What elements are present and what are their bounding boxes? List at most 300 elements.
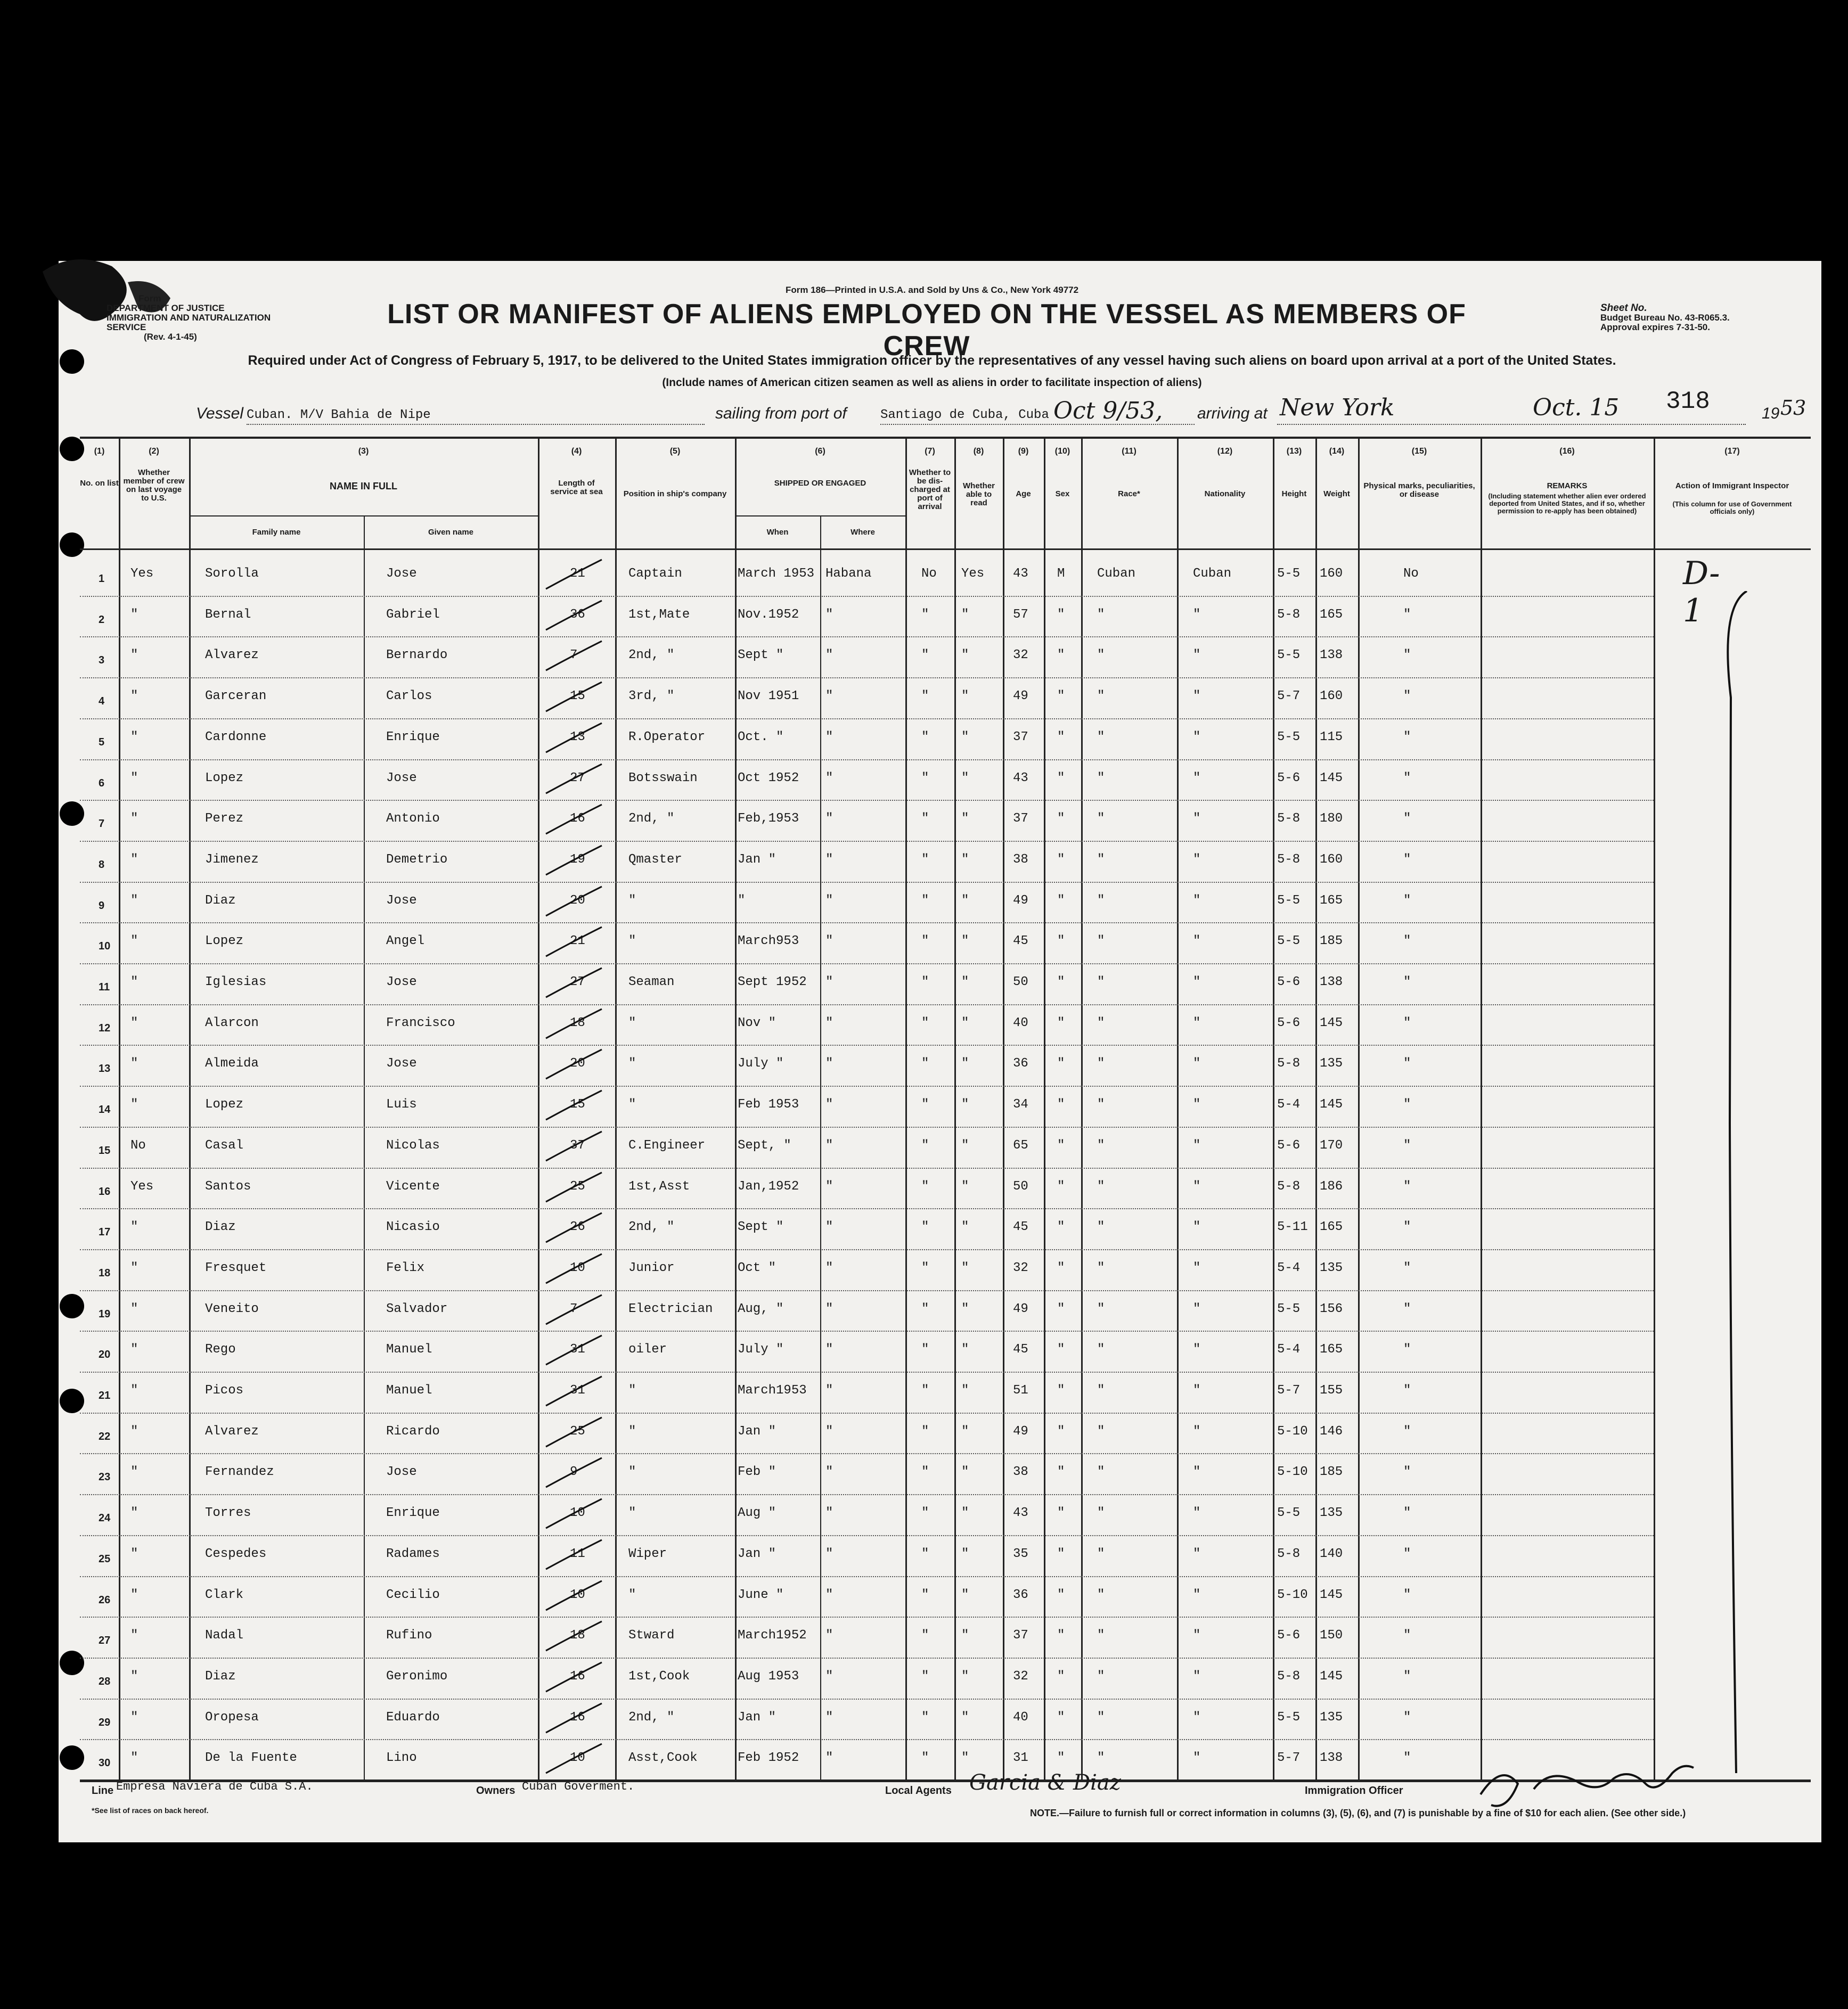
service-check-mark — [543, 1251, 607, 1289]
header-sex: Sex — [1055, 489, 1070, 498]
service-check-mark — [543, 1496, 607, 1534]
weight-cell: 135 — [1320, 1260, 1343, 1275]
family-name-cell: Santos — [205, 1179, 251, 1194]
service-cell: 31 — [570, 1342, 585, 1357]
header-when: When — [766, 528, 789, 537]
physical-marks-cell: " — [1403, 1751, 1411, 1766]
age-cell: 37 — [1013, 729, 1028, 744]
service-cell: 9 — [570, 1465, 578, 1480]
race-cell: " — [1097, 1465, 1105, 1480]
service-check-mark — [543, 884, 607, 921]
manifest-title: LIST OR MANIFEST OF ALIENS EMPLOYED ON THE VESSEL AS MEMBERS OF CREW — [387, 299, 1466, 362]
given-name-cell: Jose — [386, 975, 417, 989]
position-cell: C.Engineer — [628, 1138, 706, 1153]
age-cell: 40 — [1013, 1015, 1028, 1030]
family-name-cell: Garceran — [205, 689, 267, 704]
weight-cell: 135 — [1320, 1056, 1343, 1071]
owners-value: Cuban Goverment. — [522, 1780, 635, 1793]
row-number: 20 — [99, 1349, 111, 1361]
punch-hole — [60, 1651, 84, 1675]
physical-marks-cell: " — [1403, 893, 1411, 908]
member-cell: " — [130, 975, 138, 989]
sex-cell: " — [1057, 934, 1065, 949]
weight-cell: 170 — [1320, 1138, 1343, 1153]
height-cell: 5-6 — [1277, 1138, 1301, 1153]
when-cell: Sept, " — [738, 1138, 791, 1153]
able-to-read-cell: " — [961, 1056, 969, 1071]
weight-cell: 186 — [1320, 1179, 1343, 1194]
given-name-cell: Carlos — [386, 689, 432, 704]
height-cell: 5-4 — [1277, 1097, 1301, 1112]
given-name-cell: Ricardo — [386, 1424, 440, 1439]
nationality-cell: " — [1193, 729, 1201, 744]
header-where: Where — [851, 528, 875, 537]
sex-cell: " — [1057, 1220, 1065, 1235]
physical-marks-cell: " — [1403, 1669, 1411, 1684]
header-no-on-list: No. on list — [80, 479, 119, 488]
race-cell: " — [1097, 1301, 1105, 1316]
position-cell: Asst,Cook — [628, 1751, 698, 1766]
local-agents-signature: Garcia & Diaz — [969, 1770, 1121, 1795]
able-to-read-cell: " — [961, 1220, 969, 1235]
where-cell: " — [825, 729, 833, 744]
height-cell: 5-7 — [1277, 689, 1301, 704]
physical-marks-cell: " — [1403, 1587, 1411, 1602]
sex-cell: " — [1057, 1138, 1065, 1153]
when-cell: March 1953 — [738, 567, 815, 581]
position-cell: 1st,Asst — [628, 1179, 690, 1194]
family-name-cell: Alvarez — [205, 648, 259, 663]
nationality-cell: " — [1193, 1383, 1201, 1398]
given-name-cell: Nicolas — [386, 1138, 440, 1153]
discharged-cell: " — [921, 1138, 929, 1153]
family-name-cell: Fernandez — [205, 1465, 274, 1480]
punch-hole — [60, 801, 84, 826]
nationality-cell: " — [1193, 1710, 1201, 1725]
position-cell: " — [628, 1465, 636, 1480]
immigration-officer-label: Immigration Officer — [1305, 1785, 1403, 1797]
discharged-cell: " — [921, 811, 929, 826]
nationality-cell: " — [1193, 1220, 1201, 1235]
physical-marks-cell: " — [1403, 648, 1411, 663]
weight-cell: 145 — [1320, 770, 1343, 785]
member-cell: " — [130, 852, 138, 867]
family-name-cell: Clark — [205, 1587, 244, 1602]
form-number: Form 186—Printed in U.S.A. and Sold by Uns & Co., New York 49772 — [785, 285, 1079, 295]
sex-cell: " — [1057, 852, 1065, 867]
race-note: *See list of races on back hereof. — [92, 1806, 209, 1815]
row-number: 13 — [99, 1063, 111, 1075]
col-number: (4) — [571, 447, 582, 456]
nationality-cell: " — [1193, 1342, 1201, 1357]
service-check-mark — [543, 1701, 607, 1738]
col-number: (3) — [358, 447, 369, 456]
age-cell: 49 — [1013, 1301, 1028, 1316]
discharged-cell: " — [921, 689, 929, 704]
position-cell: " — [628, 1587, 636, 1602]
nationality-cell: " — [1193, 1465, 1201, 1480]
given-name-cell: Nicasio — [386, 1220, 440, 1235]
physical-marks-cell: " — [1403, 1138, 1411, 1153]
weight-cell: 135 — [1320, 1506, 1343, 1521]
owners-label: Owners — [476, 1785, 516, 1797]
height-cell: 5-10 — [1277, 1424, 1308, 1439]
sex-cell: " — [1057, 770, 1065, 785]
member-cell: " — [130, 729, 138, 744]
position-cell: " — [628, 1383, 636, 1398]
discharged-cell: " — [921, 1015, 929, 1030]
sex-cell: " — [1057, 1669, 1065, 1684]
able-to-read-cell: " — [961, 975, 969, 989]
age-cell: 40 — [1013, 1710, 1028, 1725]
when-cell: Oct. " — [738, 729, 784, 744]
department-block: Form DEPARTMENT OF JUSTICE IMMIGRATION AND NATURALIZATION SERVICE (Rev. 4-1-45) — [107, 293, 271, 342]
able-to-read-cell: " — [961, 1669, 969, 1684]
height-cell: 5-7 — [1277, 1383, 1301, 1398]
able-to-read-cell: " — [961, 811, 969, 826]
col-number: (1) — [94, 447, 105, 456]
physical-marks-cell: " — [1403, 1220, 1411, 1235]
weight-cell: 160 — [1320, 689, 1343, 704]
nationality-cell: Cuban — [1193, 567, 1232, 581]
race-cell: " — [1097, 1383, 1105, 1398]
row-number: 25 — [99, 1553, 111, 1565]
given-name-cell: Lino — [386, 1751, 417, 1766]
physical-marks-cell: " — [1403, 811, 1411, 826]
header-given-name: Given name — [428, 528, 474, 537]
age-cell: 36 — [1013, 1056, 1028, 1071]
able-to-read-cell: " — [961, 770, 969, 785]
service-cell: 16 — [570, 1669, 585, 1684]
discharged-cell: " — [921, 1669, 929, 1684]
sex-cell: " — [1057, 1342, 1065, 1357]
height-cell: 5-4 — [1277, 1342, 1301, 1357]
service-cell: 13 — [570, 729, 585, 744]
discharged-cell: " — [921, 1383, 929, 1398]
race-cell: " — [1097, 729, 1105, 744]
sex-cell: " — [1057, 1015, 1065, 1030]
service-check-mark — [543, 761, 607, 799]
age-cell: 35 — [1013, 1546, 1028, 1561]
age-cell: 45 — [1013, 934, 1028, 949]
position-cell: " — [628, 1015, 636, 1030]
when-cell: Feb 1952 — [738, 1751, 799, 1766]
member-cell: " — [130, 811, 138, 826]
discharged-cell: " — [921, 648, 929, 663]
given-name-cell: Salvador — [386, 1301, 448, 1316]
where-cell: " — [825, 1015, 833, 1030]
weight-cell: 156 — [1320, 1301, 1343, 1316]
where-cell: " — [825, 1506, 833, 1521]
service-check-mark — [543, 1415, 607, 1452]
sex-cell: " — [1057, 1465, 1065, 1480]
row-number: 30 — [99, 1757, 111, 1769]
row-number: 15 — [99, 1144, 111, 1157]
nationality-cell: " — [1193, 607, 1201, 622]
nationality-cell: " — [1193, 1546, 1201, 1561]
age-cell: 45 — [1013, 1220, 1028, 1235]
where-cell: " — [825, 1056, 833, 1071]
service-check-mark — [543, 965, 607, 1003]
where-cell: " — [825, 607, 833, 622]
given-name-cell: Manuel — [386, 1383, 432, 1398]
position-cell: 3rd, " — [628, 689, 675, 704]
statute-subtitle: Required under Act of Congress of February 5, 1917, to be delivered to the United States immigration officer by the representatives of any vessel having such aliens on board upon arrival at a port of the United States. — [248, 353, 1616, 368]
service-cell: 10 — [570, 1506, 585, 1521]
when-cell: Sept 1952 — [738, 975, 807, 989]
physical-marks-cell: No — [1403, 567, 1419, 581]
sex-cell: " — [1057, 975, 1065, 989]
member-cell: " — [130, 1628, 138, 1643]
service-check-mark — [543, 1006, 607, 1044]
family-name-cell: Picos — [205, 1383, 244, 1398]
col-number: (2) — [149, 447, 159, 456]
header-remarks: REMARKS — [1547, 481, 1588, 490]
sex-cell: " — [1057, 1383, 1065, 1398]
position-cell: " — [628, 893, 636, 908]
col-number: (9) — [1018, 447, 1029, 456]
sex-cell: " — [1057, 1506, 1065, 1521]
member-cell: " — [130, 1056, 138, 1071]
sex-cell: " — [1057, 1751, 1065, 1766]
age-cell: 31 — [1013, 1751, 1028, 1766]
family-name-cell: Nadal — [205, 1628, 244, 1643]
able-to-read-cell: " — [961, 1751, 969, 1766]
height-cell: 5-6 — [1277, 975, 1301, 989]
race-cell: " — [1097, 1710, 1105, 1725]
member-cell: No — [130, 1138, 146, 1153]
service-cell: 26 — [570, 1220, 585, 1235]
weight-cell: 145 — [1320, 1015, 1343, 1030]
header-nationality: Nationality — [1204, 489, 1246, 498]
discharged-cell: " — [921, 1587, 929, 1602]
discharged-cell: " — [921, 975, 929, 989]
penalty-note: NOTE.—Failure to furnish full or correct information in columns (3), (5), (6), and (7) is punishable by a fine of $10 for each alien. (See other side.) — [1030, 1808, 1686, 1818]
age-cell: 43 — [1013, 1506, 1028, 1521]
year-prefix: 19 — [1762, 405, 1780, 422]
when-cell: Nov " — [738, 1015, 776, 1030]
position-cell: Stward — [628, 1628, 675, 1643]
member-cell: " — [130, 1751, 138, 1766]
col-number: (17) — [1724, 447, 1740, 456]
height-cell: 5-8 — [1277, 1179, 1301, 1194]
given-name-cell: Angel — [386, 934, 425, 949]
member-cell: " — [130, 648, 138, 663]
sheet-info: Sheet No. Budget Bureau No. 43-R065.3. Approval expires 7-31-50. — [1600, 302, 1730, 332]
service-cell: 27 — [570, 975, 585, 989]
header-weight: Weight — [1323, 489, 1350, 498]
member-cell: " — [130, 1383, 138, 1398]
age-cell: 38 — [1013, 852, 1028, 867]
discharged-cell: " — [921, 1424, 929, 1439]
when-cell: Sept " — [738, 648, 784, 663]
family-name-cell: Diaz — [205, 893, 236, 908]
row-number: 4 — [99, 695, 105, 708]
service-cell: 31 — [570, 1383, 585, 1398]
where-cell: " — [825, 1179, 833, 1194]
vessel-label: Vessel — [196, 405, 243, 422]
able-to-read-cell: Yes — [961, 567, 985, 581]
family-name-cell: Casal — [205, 1138, 244, 1153]
member-cell: " — [130, 1587, 138, 1602]
nationality-cell: " — [1193, 934, 1201, 949]
race-cell: " — [1097, 1342, 1105, 1357]
race-cell: " — [1097, 1751, 1105, 1766]
discharged-cell: " — [921, 1710, 929, 1725]
member-cell: " — [130, 1220, 138, 1235]
where-cell: " — [825, 852, 833, 867]
weight-cell: 165 — [1320, 1220, 1343, 1235]
member-cell: " — [130, 1342, 138, 1357]
position-cell: 2nd, " — [628, 811, 675, 826]
weight-cell: 145 — [1320, 1097, 1343, 1112]
height-cell: 5-5 — [1277, 1301, 1301, 1316]
service-cell: 21 — [570, 934, 585, 949]
age-cell: 50 — [1013, 975, 1028, 989]
height-cell: 5-5 — [1277, 1506, 1301, 1521]
position-cell: Wiper — [628, 1546, 667, 1561]
sex-cell: " — [1057, 689, 1065, 704]
sex-cell: " — [1057, 1179, 1065, 1194]
family-name-cell: Oropesa — [205, 1710, 259, 1725]
physical-marks-cell: " — [1403, 1260, 1411, 1275]
family-name-cell: Diaz — [205, 1220, 236, 1235]
able-to-read-cell: " — [961, 648, 969, 663]
height-cell: 5-5 — [1277, 1710, 1301, 1725]
arrival-port: New York — [1280, 394, 1395, 421]
race-cell: " — [1097, 1546, 1105, 1561]
height-cell: 5-10 — [1277, 1587, 1308, 1602]
nationality-cell: " — [1193, 1015, 1201, 1030]
age-cell: 38 — [1013, 1465, 1028, 1480]
service-cell: 18 — [570, 1015, 585, 1030]
row-number: 7 — [99, 818, 105, 830]
weight-cell: 155 — [1320, 1383, 1343, 1398]
discharged-cell: " — [921, 1056, 929, 1071]
nationality-cell: " — [1193, 1301, 1201, 1316]
nationality-cell: " — [1193, 1179, 1201, 1194]
row-number: 10 — [99, 940, 111, 953]
able-to-read-cell: " — [961, 1342, 969, 1357]
where-cell: " — [825, 1424, 833, 1439]
physical-marks-cell: " — [1403, 1424, 1411, 1439]
family-name-cell: Torres — [205, 1506, 251, 1521]
position-cell: R.Operator — [628, 729, 706, 744]
when-cell: Feb " — [738, 1465, 776, 1480]
able-to-read-cell: " — [961, 1424, 969, 1439]
family-name-cell: Diaz — [205, 1669, 236, 1684]
height-cell: 5-8 — [1277, 852, 1301, 867]
able-to-read-cell: " — [961, 1546, 969, 1561]
position-cell: oiler — [628, 1342, 667, 1357]
row-number: 23 — [99, 1471, 111, 1483]
col-number: (6) — [815, 447, 825, 456]
discharged-cell: " — [921, 934, 929, 949]
sex-cell: " — [1057, 1301, 1065, 1316]
family-name-cell: Rego — [205, 1342, 236, 1357]
sex-cell: " — [1057, 1056, 1065, 1071]
where-cell: " — [825, 1220, 833, 1235]
when-cell: March1953 — [738, 1383, 807, 1398]
race-cell: " — [1097, 1260, 1105, 1275]
service-cell: 10 — [570, 1260, 585, 1275]
punch-hole — [60, 1294, 84, 1318]
nationality-cell: " — [1193, 1424, 1201, 1439]
when-cell: March953 — [738, 934, 799, 949]
height-cell: 5-4 — [1277, 1260, 1301, 1275]
given-name-cell: Gabriel — [386, 607, 440, 622]
physical-marks-cell: " — [1403, 1710, 1411, 1725]
row-number: 1 — [99, 573, 105, 585]
row-number: 12 — [99, 1022, 111, 1034]
nationality-cell: " — [1193, 648, 1201, 663]
service-check-mark — [543, 1170, 607, 1207]
row-number: 18 — [99, 1267, 111, 1279]
line-label: Line — [92, 1785, 114, 1797]
weight-cell: 138 — [1320, 1751, 1343, 1766]
service-check-mark — [543, 1374, 607, 1411]
discharged-cell: " — [921, 1342, 929, 1357]
family-name-cell: Almeida — [205, 1056, 259, 1071]
col-number: (5) — [669, 447, 681, 456]
family-name-cell: Lopez — [205, 1097, 244, 1112]
physical-marks-cell: " — [1403, 1301, 1411, 1316]
position-cell: 1st,Cook — [628, 1669, 690, 1684]
where-cell: " — [825, 893, 833, 908]
when-cell: Feb,1953 — [738, 811, 799, 826]
race-cell: " — [1097, 934, 1105, 949]
nationality-cell: " — [1193, 1056, 1201, 1071]
discharged-cell: No — [921, 567, 937, 581]
member-cell: " — [130, 1260, 138, 1275]
race-cell: " — [1097, 893, 1105, 908]
height-cell: 5-8 — [1277, 607, 1301, 622]
given-name-cell: Rufino — [386, 1628, 432, 1643]
col-number: (15) — [1411, 447, 1427, 456]
member-cell: " — [130, 1710, 138, 1725]
family-name-cell: Bernal — [205, 607, 251, 622]
nationality-cell: " — [1193, 1751, 1201, 1766]
when-cell: Oct 1952 — [738, 770, 799, 785]
when-cell: Nov.1952 — [738, 607, 799, 622]
given-name-cell: Enrique — [386, 1506, 440, 1521]
able-to-read-cell: " — [961, 1465, 969, 1480]
race-cell: " — [1097, 1506, 1105, 1521]
row-number: 19 — [99, 1308, 111, 1320]
row-number: 27 — [99, 1635, 111, 1647]
service-cell: 10 — [570, 1587, 585, 1602]
service-check-mark — [543, 1741, 607, 1778]
member-cell: " — [130, 689, 138, 704]
able-to-read-cell: " — [961, 1097, 969, 1112]
weight-cell: 185 — [1320, 1465, 1343, 1480]
row-number: 16 — [99, 1185, 111, 1198]
sex-cell: " — [1057, 729, 1065, 744]
position-cell: Electrician — [628, 1301, 713, 1316]
inspector-action-mark: D-1 — [1683, 555, 1720, 629]
given-name-cell: Demetrio — [386, 852, 448, 867]
service-cell: 20 — [570, 893, 585, 908]
able-to-read-cell: " — [961, 1260, 969, 1275]
race-cell: " — [1097, 975, 1105, 989]
race-cell: " — [1097, 689, 1105, 704]
able-to-read-cell: " — [961, 934, 969, 949]
race-cell: Cuban — [1097, 567, 1136, 581]
physical-marks-cell: " — [1403, 1383, 1411, 1398]
row-number: 9 — [99, 899, 105, 912]
age-cell: 49 — [1013, 893, 1028, 908]
age-cell: 34 — [1013, 1097, 1028, 1112]
